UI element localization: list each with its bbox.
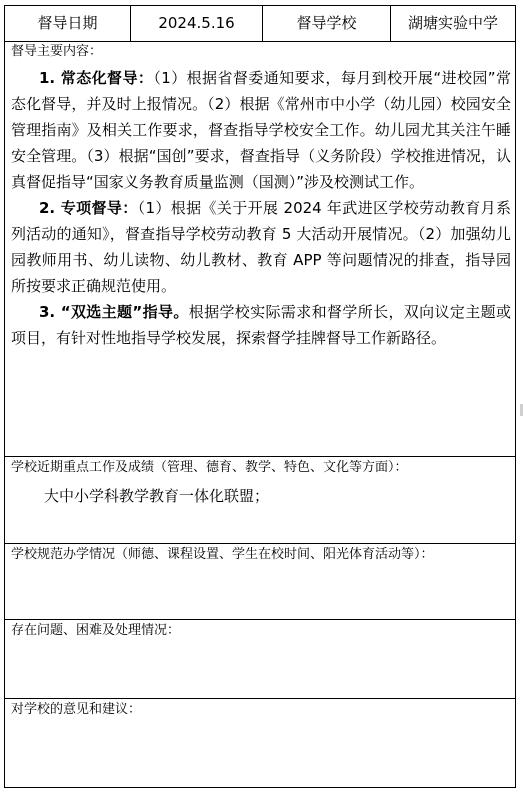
standard-section [11,546,511,564]
suggestions-label: 对学校的意见和建议： [11,702,142,717]
suggestions-section [11,701,511,719]
item3-title: 3. “双选主题”指导。 [39,303,189,321]
key-work-label: 学校近期重点工作及成绩（管理、德育、教学、特色、文化等方面）： [11,460,408,475]
school-value: 湖塘实验中学 [407,14,498,32]
main-content-section [11,43,511,351]
item2-text-a: （1）根据《关于开展 2024 年武进区学校劳动教育月系列活动的通知》，督查指导学校劳动教育 5 大活动开展情况。 [11,199,511,243]
item2-paragraph [11,195,511,299]
item3-paragraph [11,299,511,351]
item3-text: 根据学校实际需求和督学所长，双向议定主题或项目，有针对性地指导学校发展，探索督学挂牌督导工作新路径。 [11,303,511,347]
item1-title: 1. 常态化督导： [39,69,154,87]
item1-text-a: （1）根据省督委通知要求，每月到校开展“进校园”常态化督导，并及时上报情况。（2）根据《常州市中小学（幼儿园）校园安全管理指南》及相关工作要求，督查指导学校安全工作。 [11,69,512,139]
main-content-label: 督导主要内容： [11,44,103,59]
item2-title: 2. 专项督导： [39,199,138,217]
row-divider [4,698,516,699]
row-divider [4,456,516,457]
key-work-section [11,459,511,477]
row-divider [4,619,516,620]
item2-text-b: （2）加强幼儿园教师用书、幼儿读物、幼儿教材、教育 APP 等问题情况的排查，指导园所按要求正确规范使用。 [11,225,511,295]
item1-paragraph [11,65,511,195]
inspection-form [4,5,516,788]
date-value: 2024.5.16 [158,14,235,32]
problems-section [11,622,511,640]
school-label: 督导学校 [296,14,357,32]
item1-text-b: 幼儿园尤其关注午睡安全管理。（3）根据“国创”要求，督查指导（义务阶段）学校推进情况，认真督促指导“国家义务教育质量监测（国测）”涉及校测试工作。 [11,121,511,191]
key-work-content: 大中小学科教学教育一体化联盟； [44,487,270,505]
row-divider [4,543,516,544]
row-divider [4,41,516,42]
date-label: 督导日期 [37,14,98,32]
problems-label: 存在问题、困难及处理情况： [11,623,181,638]
standard-label: 学校规范办学情况（师德、课程设置、学生在校时间、阳光体育活动等）： [11,547,434,562]
